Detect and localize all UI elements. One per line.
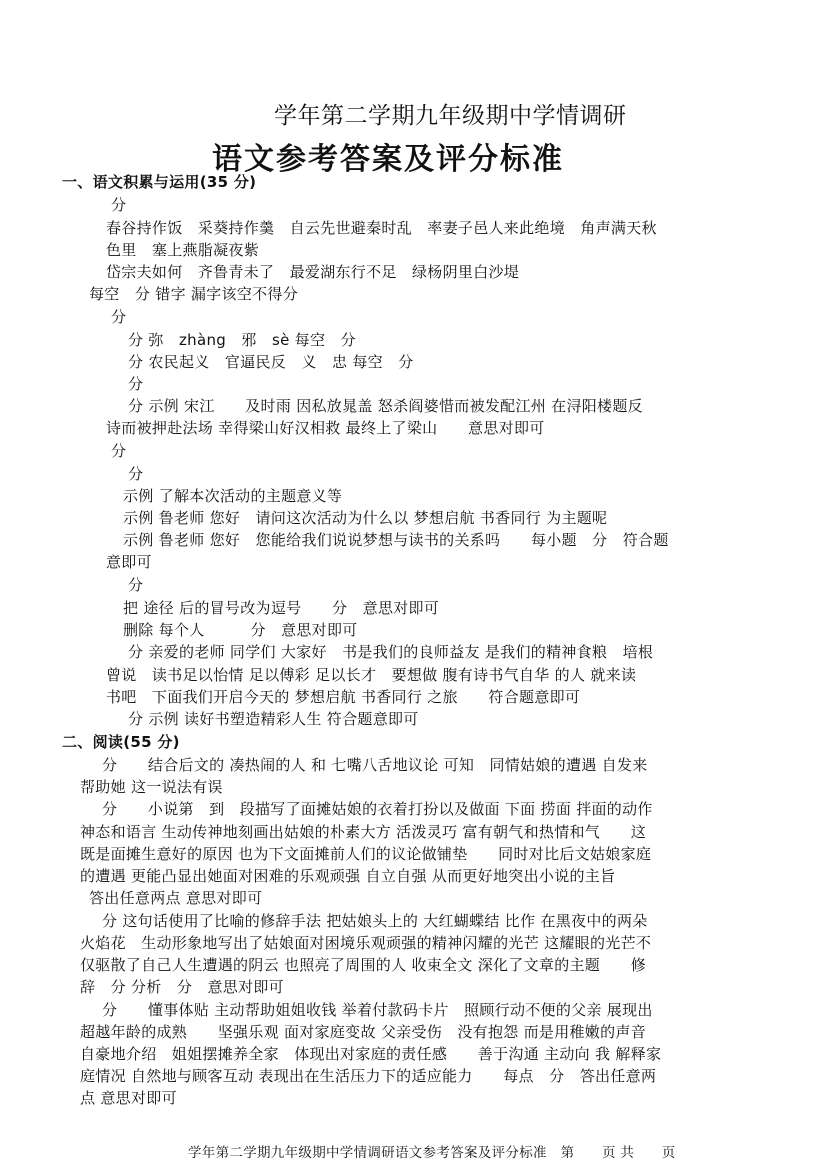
- answer-line: 答出任意两点 意思对即可: [89, 889, 263, 907]
- answer-line: 分: [128, 375, 144, 393]
- answer-line: 分 弥 zhàng 邪 sè 每空 分: [128, 331, 356, 349]
- answer-line: 分: [128, 465, 144, 483]
- answer-line: 示例 鲁老师 您好 请问这次活动为什么以 梦想启航 书香同行 为主题呢: [123, 509, 608, 527]
- answer-line: 分 小说第 到 段描写了面摊姑娘的衣着打扮以及做面 下面 捞面 拌面的动作: [102, 800, 653, 818]
- answer-line: 诗而被押赴法场 幸得梁山好汉相救 最终上了梁山 意思对即可: [106, 419, 545, 437]
- answer-line: 火焰花 生动形象地写出了姑娘面对困境乐观顽强的精神闪耀的光芒 这耀眼的光芒不: [80, 934, 652, 952]
- answer-line: 删除 每个人 分 意思对即可: [123, 621, 358, 639]
- answer-line: 辞 分 分析 分 意思对即可: [80, 978, 284, 996]
- answer-line: 帮助她 这一说法有误: [80, 778, 223, 796]
- answer-line: 把 途径 后的冒号改为逗号 分 意思对即可: [123, 599, 440, 617]
- page-subtitle: 学年第二学期九年级期中学情调研: [274, 103, 627, 129]
- answer-line: 示例 了解本次活动的主题意义等: [123, 487, 343, 505]
- answer-line: 既是面摊生意好的原因 也为下文面摊前人们的议论做铺垫 同时对比后文姑娘家庭: [80, 845, 652, 863]
- answer-line: 点 意思对即可: [80, 1089, 177, 1107]
- answer-line: 分: [111, 442, 127, 460]
- answer-line: 春谷持作饭 采葵持作羹 自云先世避秦时乱 率妻子邑人来此绝境 角声满天秋: [106, 219, 657, 237]
- answer-line: 色里 塞上燕脂凝夜紫: [106, 241, 260, 259]
- answer-line: 神态和语言 生动传神地刻画出姑娘的朴素大方 活泼灵巧 富有朝气和热情和气 这: [80, 823, 647, 841]
- section-heading: 一、语文积累与运用(35 分): [62, 173, 257, 191]
- answer-line: 分 结合后文的 凑热闹的人 和 七嘴八舌地议论 可知 同情姑娘的遭遇 自发来: [102, 756, 648, 774]
- answer-line: 庭情况 自然地与顾客互动 表现出在生活压力下的适应能力 每点 分 答出任意两: [80, 1067, 657, 1085]
- answer-line: 仅驱散了自己人生遭遇的阴云 也照亮了周围的人 收束全文 深化了文章的主题 修: [80, 956, 647, 974]
- answer-line: 书吧 下面我们开启今天的 梦想启航 书香同行 之旅 符合题意即可: [106, 688, 581, 706]
- answer-line: 分 懂事体贴 主动帮助姐姐收钱 举着付款码卡片 照顾行动不便的父亲 展现出: [102, 1001, 653, 1019]
- answer-line: 分 亲爱的老师 同学们 大家好 书是我们的良师益友 是我们的精神食粮 培根: [128, 643, 654, 661]
- answer-line: 自豪地介绍 姐姐摆摊养全家 体现出对家庭的责任感 善于沟通 主动向 我 解释家: [80, 1045, 662, 1063]
- answer-line: 示例 鲁老师 您好 您能给我们说说梦想与读书的关系吗 每小题 分 符合题: [123, 531, 669, 549]
- answer-line: 分: [128, 576, 144, 594]
- answer-line: 分: [111, 308, 127, 326]
- page-footer: 学年第二学期九年级期中学情调研语文参考答案及评分标准 第 页 共 页: [188, 1145, 676, 1161]
- answer-line: 曾说 读书足以怡情 足以傅彩 足以长才 要想做 腹有诗书气自华 的人 就来读: [106, 666, 637, 684]
- answer-line: 每空 分 错字 漏字该空不得分: [89, 285, 299, 303]
- answer-line: 分 这句话使用了比喻的修辞手法 把姑娘头上的 大红蝴蝶结 比作 在黑夜中的两朵: [102, 912, 648, 930]
- answer-line: 意即可: [106, 553, 152, 571]
- answer-line: 分: [111, 196, 127, 214]
- answer-line: 的遭遇 更能凸显出她面对困难的乐观顽强 自立自强 从而更好地突出小说的主旨: [80, 867, 616, 885]
- answer-line: 分 示例 宋江 及时雨 因私放晁盖 怒杀阎婆惜而被发配江州 在浔阳楼题反: [128, 397, 643, 415]
- page-title: 语文参考答案及评分标准: [212, 142, 564, 177]
- answer-line: 岱宗夫如何 齐鲁青未了 最爱湖东行不足 绿杨阴里白沙堤: [106, 263, 520, 281]
- section-heading: 二、阅读(55 分): [62, 733, 180, 751]
- answer-line: 分 农民起义 官逼民反 义 忠 每空 分: [128, 353, 414, 371]
- answer-line: 超越年龄的成熟 坚强乐观 面对家庭变故 父亲受伤 没有抱怨 而是用稚嫩的声音: [80, 1023, 647, 1041]
- answer-line: 分 示例 读好书塑造精彩人生 符合题意即可: [128, 710, 419, 728]
